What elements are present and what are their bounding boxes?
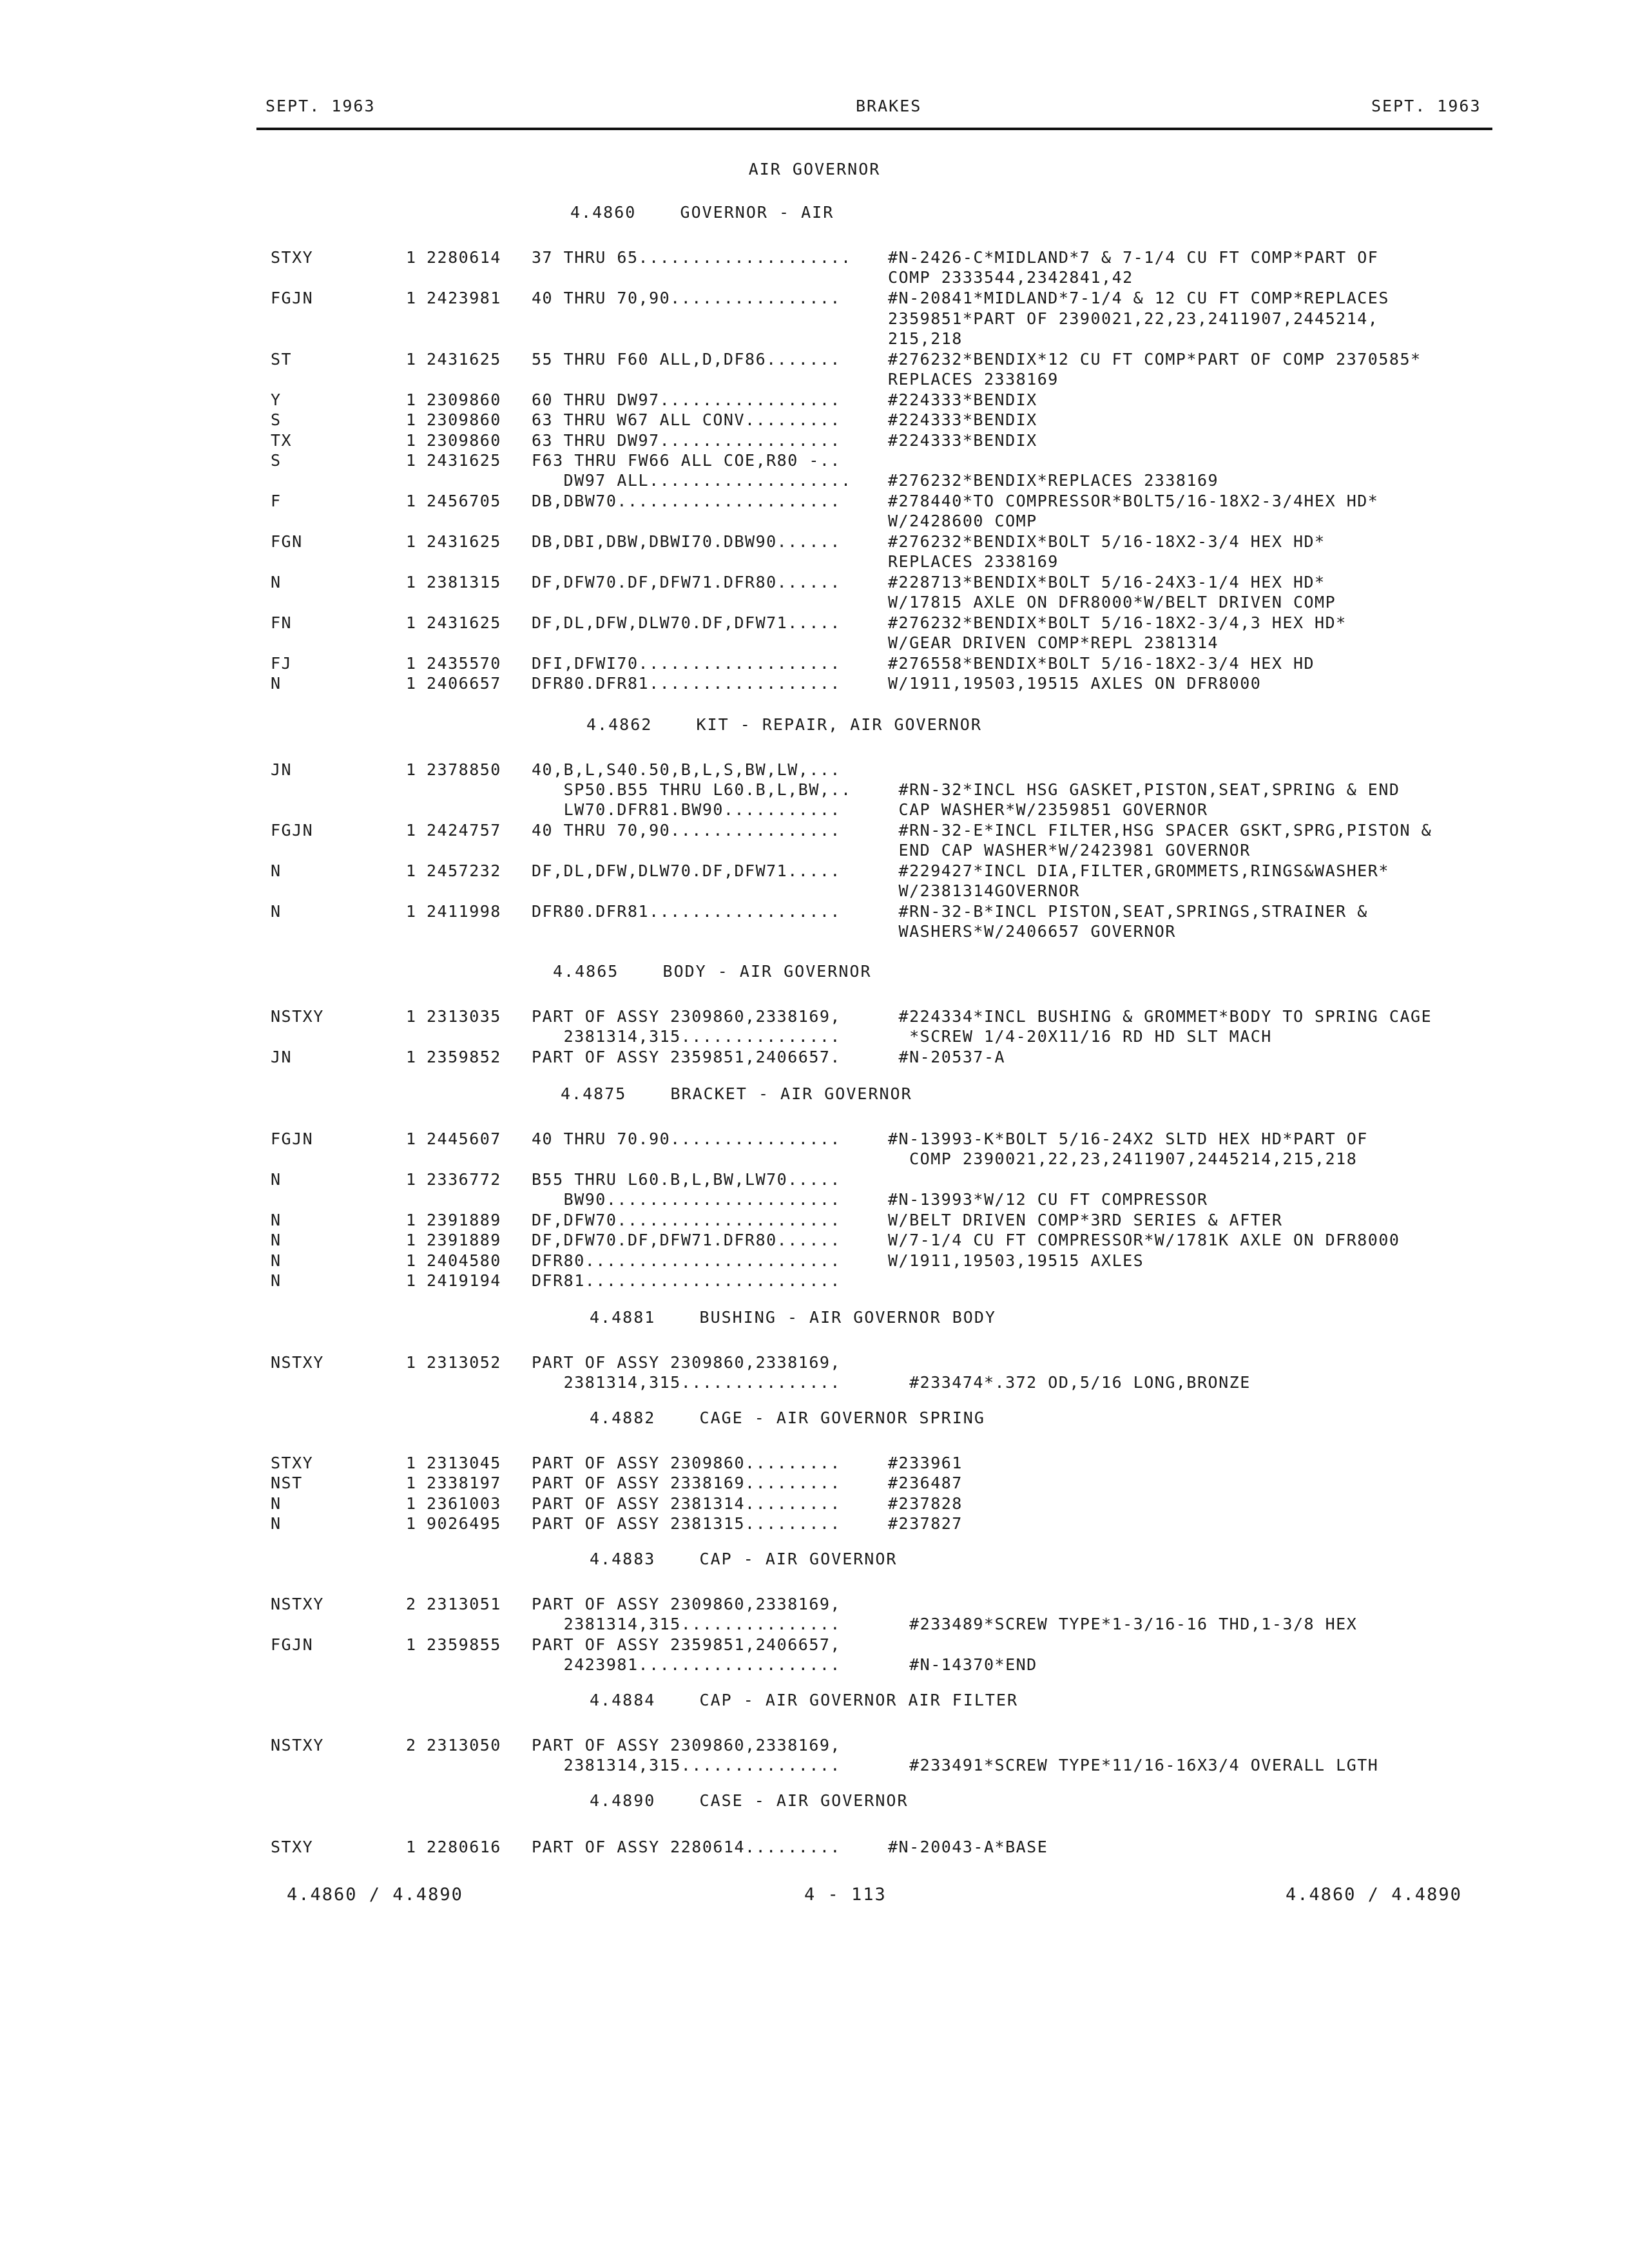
group-code: 4.4860	[570, 203, 637, 222]
group-heading	[590, 1550, 897, 1568]
application: PART OF ASSY 2309860,2338169,	[532, 1007, 841, 1026]
application: 37 THRU 65....................	[532, 248, 852, 267]
description: W/1911,19503,19515 AXLES ON DFR8000	[888, 674, 1262, 693]
description: #233961	[888, 1454, 963, 1472]
part-number: 2378850	[427, 760, 501, 779]
application: 2423981...................	[532, 1655, 841, 1674]
description: #229427*INCL DIA,FILTER,GROMMETS,RINGS&WASHER*	[888, 861, 1389, 880]
quantity: 1	[406, 1251, 417, 1270]
description: #224334*INCL BUSHING & GROMMET*BODY TO SPRING CAGE	[888, 1007, 1432, 1026]
application: DW97 ALL...................	[532, 471, 852, 490]
quantity: 1	[406, 760, 417, 779]
quantity: 2	[406, 1595, 417, 1613]
quantity: 1	[406, 532, 417, 551]
model-codes: F	[271, 492, 282, 510]
model-codes: Y	[271, 390, 282, 409]
quantity: 2	[406, 1736, 417, 1754]
application: 40 THRU 70,90................	[532, 289, 841, 307]
description: W/GEAR DRIVEN COMP*REPL 2381314	[888, 633, 1219, 652]
description: #RN-32-E*INCL FILTER,HSG SPACER GSKT,SPRG,PISTON &	[888, 821, 1432, 840]
group-heading	[590, 1791, 909, 1810]
group-code: 4.4883	[590, 1550, 656, 1568]
part-number: 2404580	[427, 1251, 501, 1270]
application: PART OF ASSY 2381314.........	[532, 1494, 841, 1513]
quantity: 1	[406, 248, 417, 267]
application: PART OF ASSY 2280614.........	[532, 1838, 841, 1856]
model-codes: FGJN	[271, 1635, 314, 1654]
application: DB,DBI,DBW,DBWI70.DBW90......	[532, 532, 841, 551]
model-codes: STXY	[271, 1838, 314, 1856]
model-codes: N	[271, 1251, 282, 1270]
description: REPLACES 2338169	[888, 370, 1059, 389]
group-title: KIT - REPAIR, AIR GOVERNOR	[696, 715, 982, 734]
model-codes: ST	[271, 350, 293, 369]
description: REPLACES 2338169	[888, 552, 1059, 571]
application: BW90......................	[532, 1190, 841, 1209]
quantity: 1	[406, 821, 417, 840]
description: #N-20043-A*BASE	[888, 1838, 1048, 1856]
part-number: 2435570	[427, 654, 501, 673]
group-heading	[561, 1084, 912, 1103]
description: #228713*BENDIX*BOLT 5/16-24X3-1/4 HEX HD*	[888, 573, 1325, 591]
group-heading	[590, 1308, 996, 1327]
application: PART OF ASSY 2359851,2406657,	[532, 1635, 841, 1654]
model-codes: N	[271, 1211, 282, 1229]
part-number: 2313050	[427, 1736, 501, 1754]
part-number: 2457232	[427, 861, 501, 880]
description: #RN-32*INCL HSG GASKET,PISTON,SEAT,SPRING & END	[888, 780, 1400, 799]
description: #276232*BENDIX*12 CU FT COMP*PART OF COMP 2370585*	[888, 350, 1422, 369]
quantity: 1	[406, 451, 417, 470]
group-code: 4.4865	[553, 962, 619, 981]
quantity: 1	[406, 654, 417, 673]
description: COMP 2333544,2342841,42	[888, 268, 1133, 287]
model-codes: N	[271, 1514, 282, 1533]
part-number: 2280616	[427, 1838, 501, 1856]
description: W/2381314GOVERNOR	[888, 881, 1080, 900]
group-heading	[590, 1691, 1018, 1709]
group-title: BRACKET - AIR GOVERNOR	[670, 1084, 912, 1103]
part-number: 2391889	[427, 1231, 501, 1249]
group-title: CAP - AIR GOVERNOR AIR FILTER	[699, 1691, 1019, 1709]
part-number: 2359855	[427, 1635, 501, 1654]
model-codes: NSTXY	[271, 1007, 324, 1026]
application: 2381314,315...............	[532, 1615, 841, 1633]
description: W/1911,19503,19515 AXLES	[888, 1251, 1144, 1270]
part-number: 2361003	[427, 1494, 501, 1513]
application: DB,DBW70.....................	[532, 492, 841, 510]
part-number: 2419194	[427, 1271, 501, 1290]
quantity: 1	[406, 1474, 417, 1492]
application: F63 THRU FW66 ALL COE,R80 -..	[532, 451, 841, 470]
description: #224333*BENDIX	[888, 431, 1037, 450]
application: DF,DFW70.....................	[532, 1211, 841, 1229]
application: DFR81........................	[532, 1271, 841, 1290]
description: 215,218	[888, 329, 963, 348]
quantity: 1	[406, 492, 417, 510]
header-date-left: SEPT. 1963	[265, 97, 376, 115]
group-code: 4.4862	[586, 715, 653, 734]
description: #N-13993-K*BOLT 5/16-24X2 SLTD HEX HD*PART OF	[888, 1129, 1368, 1148]
quantity: 1	[406, 1838, 417, 1856]
part-number: 2456705	[427, 492, 501, 510]
application: PART OF ASSY 2309860,2338169,	[532, 1595, 841, 1613]
application: 63 THRU W67 ALL CONV.........	[532, 410, 841, 429]
quantity: 1	[406, 1494, 417, 1513]
model-codes: N	[271, 1231, 282, 1249]
description: #224333*BENDIX	[888, 410, 1037, 429]
group-code: 4.4884	[590, 1691, 656, 1709]
description: #N-2426-C*MIDLAND*7 & 7-1/4 CU FT COMP*PART OF	[888, 248, 1379, 267]
description: #RN-32-B*INCL PISTON,SEAT,SPRINGS,STRAINER &	[888, 902, 1368, 921]
part-number: 2336772	[427, 1170, 501, 1189]
quantity: 1	[406, 902, 417, 921]
description: #N-20841*MIDLAND*7-1/4 & 12 CU FT COMP*REPLACES	[888, 289, 1389, 307]
group-title: BODY - AIR GOVERNOR	[662, 962, 872, 981]
model-codes: N	[271, 573, 282, 591]
description: *SCREW 1/4-20X11/16 RD HD SLT MACH	[888, 1027, 1272, 1046]
quantity: 1	[406, 350, 417, 369]
part-number: 2309860	[427, 390, 501, 409]
description: #N-14370*END	[888, 1655, 1037, 1674]
application: 40 THRU 70,90................	[532, 821, 841, 840]
page-number: 4 - 113	[804, 1885, 887, 1905]
description: #276232*BENDIX*REPLACES 2338169	[888, 471, 1219, 490]
model-codes: STXY	[271, 248, 314, 267]
quantity: 1	[406, 613, 417, 632]
description: #276232*BENDIX*BOLT 5/16-18X2-3/4,3 HEX HD*	[888, 613, 1347, 632]
model-codes: S	[271, 410, 282, 429]
description: #278440*TO COMPRESSOR*BOLT5/16-18X2-3/4HEX HD*	[888, 492, 1379, 510]
application: DF,DL,DFW,DLW70.DF,DFW71.....	[532, 861, 841, 880]
model-codes: N	[271, 1170, 282, 1189]
model-codes: NSTXY	[271, 1736, 324, 1754]
part-number: 2381315	[427, 573, 501, 591]
application: B55 THRU L60.B,L,BW,LW70.....	[532, 1170, 841, 1189]
group-code: 4.4882	[590, 1408, 656, 1427]
description: COMP 2390021,22,23,2411907,2445214,215,218	[888, 1149, 1358, 1168]
description: #N-13993*W/12 CU FT COMPRESSOR	[888, 1190, 1208, 1209]
part-number: 2431625	[427, 451, 501, 470]
quantity: 1	[406, 861, 417, 880]
model-codes: NSTXY	[271, 1595, 324, 1613]
model-codes: N	[271, 861, 282, 880]
model-codes: FJ	[271, 654, 293, 673]
group-code: 4.4881	[590, 1308, 656, 1327]
application: 2381314,315...............	[532, 1373, 841, 1392]
quantity: 1	[406, 1129, 417, 1148]
application: DF,DL,DFW,DLW70.DF,DFW71.....	[532, 613, 841, 632]
part-number: 9026495	[427, 1514, 501, 1533]
description: #N-20537-A	[888, 1048, 1006, 1066]
group-title: GOVERNOR - AIR	[680, 203, 834, 222]
description: END CAP WASHER*W/2423981 GOVERNOR	[888, 841, 1251, 860]
part-number: 2280614	[427, 248, 501, 267]
group-heading	[590, 1408, 985, 1427]
model-codes: FGJN	[271, 1129, 314, 1148]
application: 60 THRU DW97.................	[532, 390, 841, 409]
application: DFR80.DFR81..................	[532, 674, 841, 693]
description: #276232*BENDIX*BOLT 5/16-18X2-3/4 HEX HD*	[888, 532, 1325, 551]
application: PART OF ASSY 2359851,2406657.	[532, 1048, 841, 1066]
application: 63 THRU DW97.................	[532, 431, 841, 450]
quantity: 1	[406, 674, 417, 693]
application: 2381314,315...............	[532, 1027, 841, 1046]
part-number: 2424757	[427, 821, 501, 840]
group-title: BUSHING - AIR GOVERNOR BODY	[699, 1308, 996, 1327]
part-number: 2359852	[427, 1048, 501, 1066]
quantity: 1	[406, 289, 417, 307]
description: W/7-1/4 CU FT COMPRESSOR*W/1781K AXLE ON DFR8000	[888, 1231, 1400, 1249]
part-number: 2391889	[427, 1211, 501, 1229]
application: PART OF ASSY 2309860,2338169,	[532, 1736, 841, 1754]
part-number: 2313045	[427, 1454, 501, 1472]
description: WASHERS*W/2406657 GOVERNOR	[888, 922, 1176, 941]
application: SP50.B55 THRU L60.B,L,BW,..	[532, 780, 852, 799]
model-codes: FGN	[271, 532, 303, 551]
description: #233474*.372 OD,5/16 LONG,BRONZE	[888, 1373, 1251, 1392]
model-codes: N	[271, 1494, 282, 1513]
model-codes: FGJN	[271, 289, 314, 307]
quantity: 1	[406, 1353, 417, 1372]
group-heading	[570, 203, 834, 222]
application: DFR80.DFR81..................	[532, 902, 841, 921]
header-rule	[256, 128, 1492, 130]
model-codes: JN	[271, 760, 293, 779]
quantity: 1	[406, 573, 417, 591]
quantity: 1	[406, 1271, 417, 1290]
description: W/2428600 COMP	[888, 512, 1037, 530]
part-number: 2411998	[427, 902, 501, 921]
description: #224333*BENDIX	[888, 390, 1037, 409]
part-number: 2313052	[427, 1353, 501, 1372]
quantity: 1	[406, 1048, 417, 1066]
application: PART OF ASSY 2338169.........	[532, 1474, 841, 1492]
description: 2359851*PART OF 2390021,22,23,2411907,2445214,	[888, 309, 1379, 328]
model-codes: TX	[271, 431, 293, 450]
model-codes: N	[271, 902, 282, 921]
description: #236487	[888, 1474, 963, 1492]
description: #237828	[888, 1494, 963, 1513]
footer-range-left: 4.4860 / 4.4890	[287, 1885, 463, 1905]
part-number: 2313035	[427, 1007, 501, 1026]
quantity: 1	[406, 1454, 417, 1472]
model-codes: NST	[271, 1474, 303, 1492]
group-title: CAGE - AIR GOVERNOR SPRING	[699, 1408, 985, 1427]
group-heading	[586, 715, 982, 734]
application: LW70.DFR81.BW90...........	[532, 800, 841, 819]
description: #276558*BENDIX*BOLT 5/16-18X2-3/4 HEX HD	[888, 654, 1315, 673]
application: DF,DFW70.DF,DFW71.DFR80......	[532, 1231, 841, 1249]
group-code: 4.4875	[561, 1084, 627, 1103]
application: PART OF ASSY 2381315.........	[532, 1514, 841, 1533]
quantity: 1	[406, 1635, 417, 1654]
part-number: 2445607	[427, 1129, 501, 1148]
part-number: 2431625	[427, 532, 501, 551]
part-number: 2431625	[427, 613, 501, 632]
part-number: 2309860	[427, 431, 501, 450]
application: 40,B,L,S40.50,B,L,S,BW,LW,...	[532, 760, 841, 779]
part-number: 2406657	[427, 674, 501, 693]
description: CAP WASHER*W/2359851 GOVERNOR	[888, 800, 1208, 819]
model-codes: N	[271, 674, 282, 693]
quantity: 1	[406, 431, 417, 450]
group-title: CASE - AIR GOVERNOR	[699, 1791, 909, 1810]
description: #233491*SCREW TYPE*11/16-16X3/4 OVERALL LGTH	[888, 1756, 1379, 1774]
application: PART OF ASSY 2309860,2338169,	[532, 1353, 841, 1372]
section-title: AIR GOVERNOR	[748, 160, 881, 178]
part-number: 2431625	[427, 350, 501, 369]
description: W/BELT DRIVEN COMP*3RD SERIES & AFTER	[888, 1211, 1283, 1229]
model-codes: STXY	[271, 1454, 314, 1472]
application: 55 THRU F60 ALL,D,DF86.......	[532, 350, 841, 369]
group-heading	[553, 962, 872, 981]
quantity: 1	[406, 1170, 417, 1189]
header-date-right: SEPT. 1963	[1371, 97, 1481, 115]
application: 2381314,315...............	[532, 1756, 841, 1774]
description: #237827	[888, 1514, 963, 1533]
quantity: 1	[406, 390, 417, 409]
description: W/17815 AXLE ON DFR8000*W/BELT DRIVEN COMP	[888, 593, 1336, 611]
model-codes: S	[271, 451, 282, 470]
footer-range-right: 4.4860 / 4.4890	[1286, 1885, 1462, 1905]
application: DFR80........................	[532, 1251, 841, 1270]
header-title: BRAKES	[856, 97, 922, 115]
quantity: 1	[406, 1211, 417, 1229]
part-number: 2309860	[427, 410, 501, 429]
model-codes: JN	[271, 1048, 293, 1066]
model-codes: NSTXY	[271, 1353, 324, 1372]
description: #233489*SCREW TYPE*1-3/16-16 THD,1-3/8 HEX	[888, 1615, 1358, 1633]
quantity: 1	[406, 1007, 417, 1026]
part-number: 2338197	[427, 1474, 501, 1492]
model-codes: FGJN	[271, 821, 314, 840]
group-title: CAP - AIR GOVERNOR	[699, 1550, 898, 1568]
quantity: 1	[406, 410, 417, 429]
quantity: 1	[406, 1231, 417, 1249]
group-code: 4.4890	[590, 1791, 656, 1810]
application: 40 THRU 70.90................	[532, 1129, 841, 1148]
part-number: 2313051	[427, 1595, 501, 1613]
application: DFI,DFWI70...................	[532, 654, 841, 673]
part-number: 2423981	[427, 289, 501, 307]
application: DF,DFW70.DF,DFW71.DFR80......	[532, 573, 841, 591]
quantity: 1	[406, 1514, 417, 1533]
model-codes: FN	[271, 613, 293, 632]
model-codes: N	[271, 1271, 282, 1290]
application: PART OF ASSY 2309860.........	[532, 1454, 841, 1472]
